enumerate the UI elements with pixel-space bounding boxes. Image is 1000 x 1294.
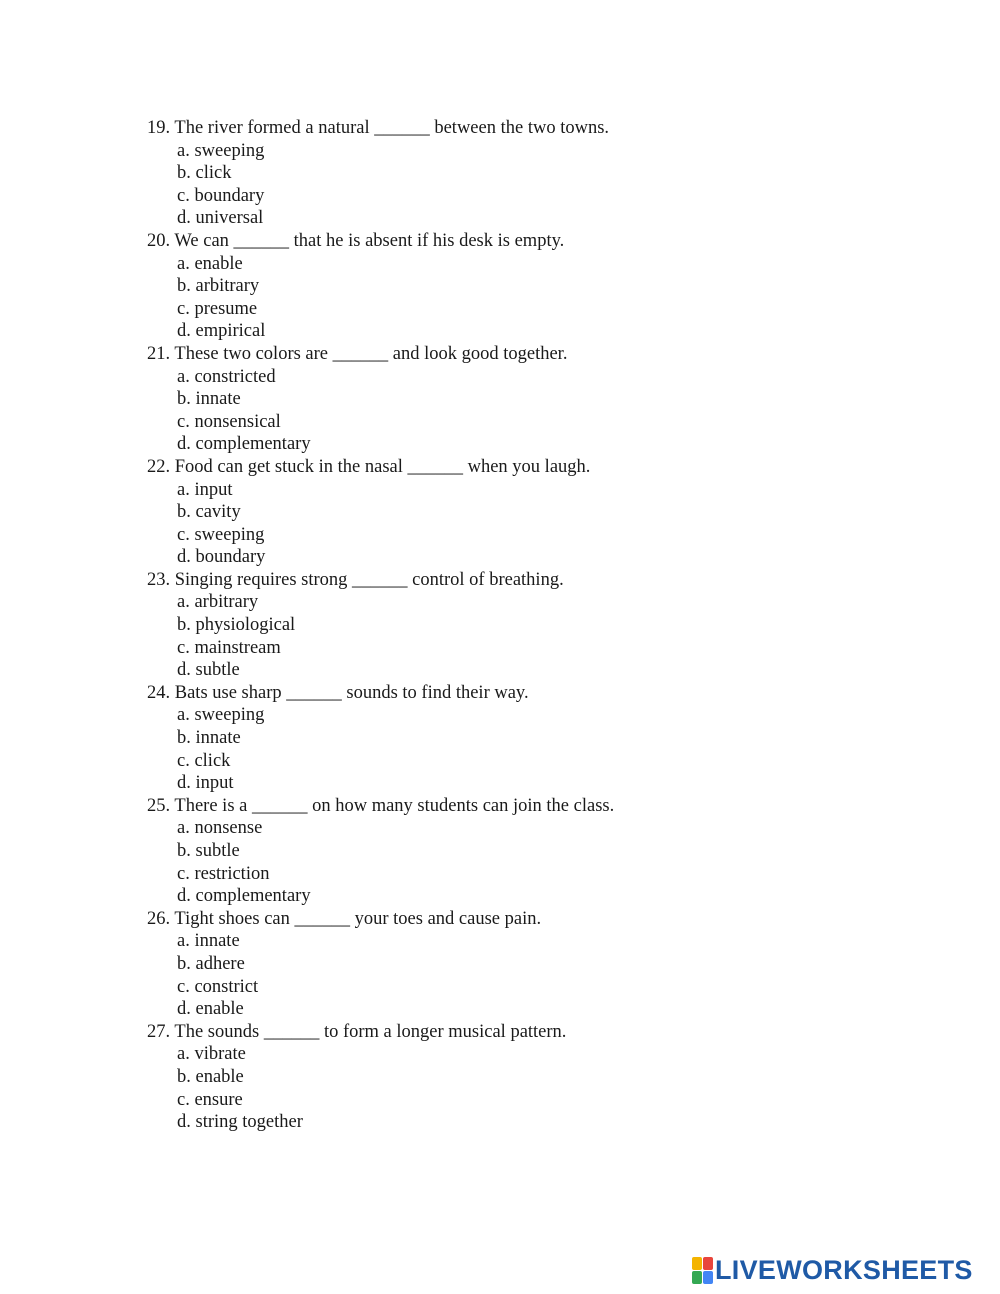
option-d[interactable]: d. string together bbox=[177, 1112, 303, 1133]
option-c[interactable]: c. ensure bbox=[177, 1089, 243, 1110]
question-23 bbox=[147, 569, 847, 682]
option-c[interactable]: c. sweeping bbox=[177, 524, 265, 545]
option-b[interactable]: b. cavity bbox=[177, 502, 241, 523]
question-text: 22. Food can get stuck in the nasal ______ when you laugh. bbox=[147, 456, 591, 477]
option-a[interactable]: a. input bbox=[177, 479, 233, 500]
option-c[interactable]: c. click bbox=[177, 750, 231, 771]
logo-mark-tile-3 bbox=[692, 1271, 702, 1284]
option-b[interactable]: b. innate bbox=[177, 728, 241, 749]
liveworksheets-logo bbox=[692, 1255, 973, 1285]
option-d[interactable]: d. input bbox=[177, 773, 234, 794]
option-d[interactable]: d. boundary bbox=[177, 547, 266, 568]
option-d[interactable]: d. complementary bbox=[177, 886, 311, 907]
option-b[interactable]: b. enable bbox=[177, 1066, 244, 1087]
question-20 bbox=[147, 230, 847, 343]
option-b[interactable]: b. innate bbox=[177, 389, 241, 410]
option-a[interactable]: a. constricted bbox=[177, 366, 276, 387]
question-text: 26. Tight shoes can ______ your toes and cause pain. bbox=[147, 908, 542, 929]
question-22 bbox=[147, 456, 847, 569]
option-d[interactable]: d. empirical bbox=[177, 321, 266, 342]
question-24 bbox=[147, 682, 847, 795]
option-a[interactable]: a. vibrate bbox=[177, 1044, 246, 1065]
question-26 bbox=[147, 908, 847, 1021]
option-d[interactable]: d. complementary bbox=[177, 434, 311, 455]
question-25 bbox=[147, 795, 847, 908]
option-c[interactable]: c. constrict bbox=[177, 976, 259, 997]
question-text: 19. The river formed a natural ______ between the two towns. bbox=[147, 118, 610, 138]
option-c[interactable]: c. mainstream bbox=[177, 637, 281, 658]
option-c[interactable]: c. restriction bbox=[177, 863, 270, 884]
logo-wordmark: LIVEWORKSHEETS bbox=[715, 1254, 973, 1285]
question-text: 20. We can ______ that he is absent if his desk is empty. bbox=[147, 230, 565, 251]
option-a[interactable]: a. innate bbox=[177, 931, 240, 952]
worksheet bbox=[147, 117, 847, 1134]
option-c[interactable]: c. presume bbox=[177, 298, 258, 319]
liveworksheets-mark-icon bbox=[692, 1257, 712, 1283]
question-text: 25. There is a ______ on how many students can join the class. bbox=[147, 795, 615, 816]
option-a[interactable]: a. enable bbox=[177, 253, 243, 274]
question-text: 23. Singing requires strong ______ control of breathing. bbox=[147, 569, 564, 590]
option-d[interactable]: d. enable bbox=[177, 999, 244, 1020]
option-a[interactable]: a. sweeping bbox=[177, 705, 265, 726]
option-a[interactable]: a. sweeping bbox=[177, 140, 265, 161]
question-19 bbox=[147, 117, 847, 230]
option-b[interactable]: b. adhere bbox=[177, 953, 245, 974]
option-d[interactable]: d. universal bbox=[177, 208, 264, 229]
option-b[interactable]: b. click bbox=[177, 163, 232, 184]
logo-mark-tile-2 bbox=[703, 1257, 713, 1270]
option-b[interactable]: b. subtle bbox=[177, 841, 240, 861]
question-text: 27. The sounds ______ to form a longer musical pattern. bbox=[147, 1021, 567, 1042]
option-b[interactable]: b. arbitrary bbox=[177, 276, 260, 297]
logo-mark-tile-1 bbox=[692, 1257, 702, 1270]
question-21 bbox=[147, 343, 847, 456]
question-text: 24. Bats use sharp ______ sounds to find their way. bbox=[147, 682, 529, 703]
option-d[interactable]: d. subtle bbox=[177, 660, 240, 681]
option-c[interactable]: c. boundary bbox=[177, 185, 265, 206]
option-a[interactable]: a. nonsense bbox=[177, 818, 263, 839]
logo-mark-tile-4 bbox=[703, 1271, 713, 1284]
question-text: 21. These two colors are ______ and look good together. bbox=[147, 343, 568, 364]
question-27 bbox=[147, 1021, 847, 1134]
option-a[interactable]: a. arbitrary bbox=[177, 592, 259, 613]
option-c[interactable]: c. nonsensical bbox=[177, 411, 281, 432]
option-b[interactable]: b. physiological bbox=[177, 615, 296, 636]
